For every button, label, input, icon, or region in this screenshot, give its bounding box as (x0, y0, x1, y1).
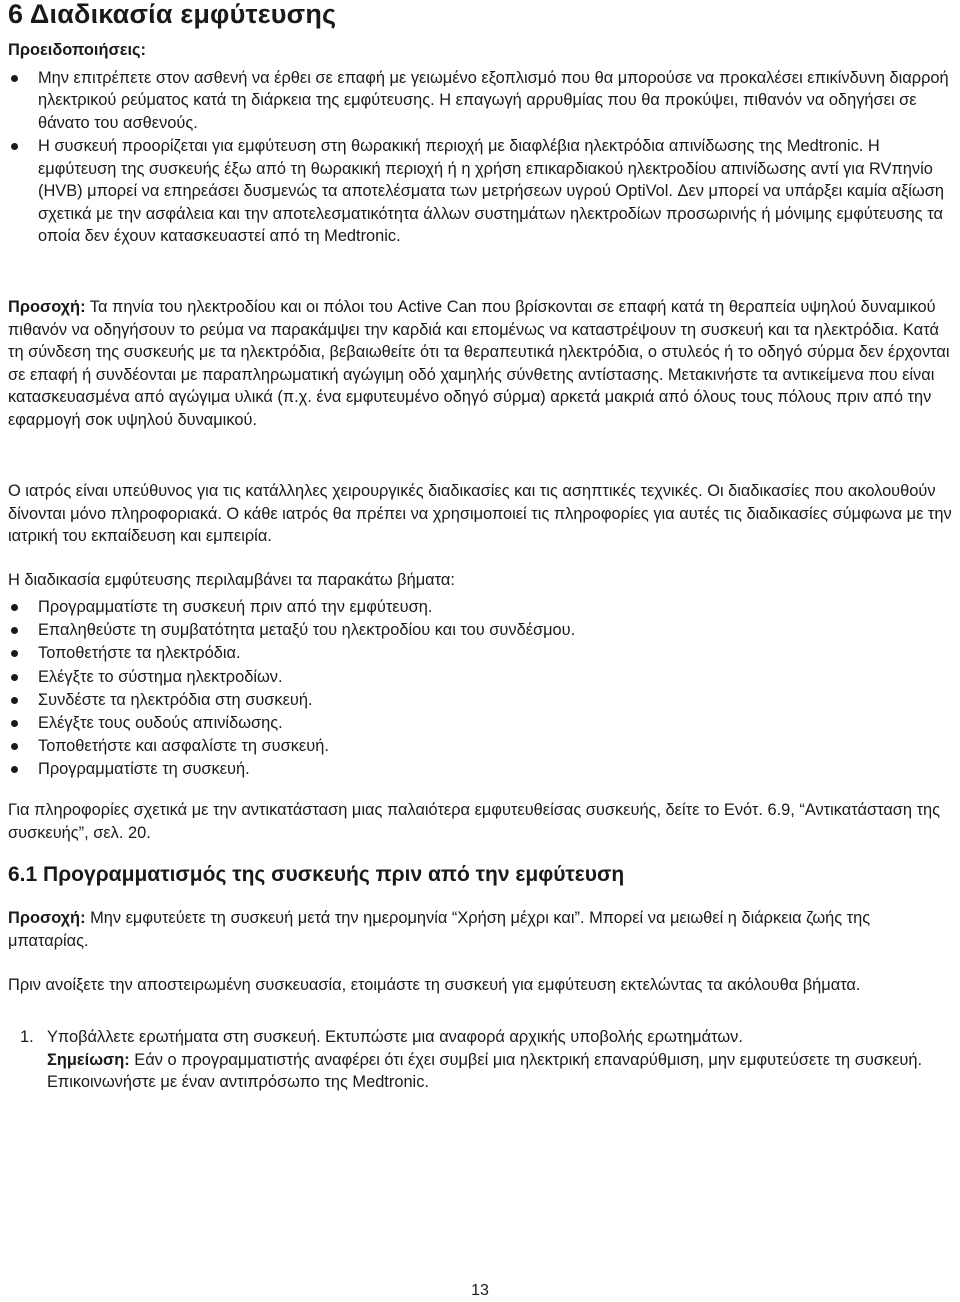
implant-steps-list (8, 596, 954, 782)
list-item: Προγραμματίστε τη συσκευή. (8, 758, 954, 781)
list-item: Τοποθετήστε τα ηλεκτρόδια. (8, 642, 954, 665)
steps-intro: Η διαδικασία εμφύτευσης περιλαμβάνει τα παρακάτω βήματα: (8, 571, 455, 589)
caution-paragraph (8, 296, 954, 431)
list-item: Συνδέστε τα ηλεκτρόδια στη συσκευή. (8, 689, 954, 712)
caution-label: Προσοχή: (8, 298, 86, 316)
caution-label: Προσοχή: (8, 909, 86, 927)
list-item: Τοποθετήστε και ασφαλίστε τη συσκευή. (8, 735, 954, 758)
step-number: 1. (20, 1028, 34, 1046)
numbered-steps (8, 1026, 954, 1094)
caution-paragraph-2 (8, 907, 954, 952)
replacement-reference: Για πληροφορίες σχετικά με την αντικατάσταση μιας παλαιότερα εμφυτευθείσας συσκευής, δείτε το Ενότ. 6.9, “Αντικατάσταση της συσκευής”, σελ. 20. (8, 801, 941, 842)
warning-item: Μην επιτρέπετε στον ασθενή να έρθει σε επαφή με γειωμένο εξοπλισμό που θα μπορούσε να προκαλέσει επικίνδυνη διαρροή ηλεκτρικού ρεύματος κατά τη διάρκεια της εμφύτευσης. Η επαγωγή αρρυθμίας που θα προκύψει, πιθανόν να οδηγήσει σε θάνατο του ασθενούς. (8, 67, 954, 135)
caution-text: Μην εμφυτεύετε τη συσκευή μετά την ημερομηνία “Χρήση μέχρι και”. Μπορεί να μειωθεί η διάρκεια ζωής της μπαταρίας. (8, 909, 871, 950)
list-item: Επαληθεύστε τη συμβατότητα μεταξύ του ηλεκτροδίου και του συνδέσμου. (8, 619, 954, 642)
caution-text: Τα πηνία του ηλεκτροδίου και οι πόλοι του Active Can που βρίσκονται σε επαφή κατά τη θεραπεία υψηλού δυναμικού πιθανόν να οδηγήσουν το ρεύμα να παρακάμψει την καρδιά και επομένως να καταστρέψουν τη συσκευή και τα ηλεκτρόδια. Κατά τη σύνδεση της συσκευής με τα ηλεκτρόδια, βεβαιωθείτε ότι τα θεραπευτικά ηλεκτρόδια, ο στυλεός ή το οδηγό σύρμα δεν έρχονται σε επαφή ή συνδέονται με παραπληρωματική αγώγιμη οδό χαμηλής σύνθετης αντίστασης. Μετακινήστε τα αντικείμενα που είναι κατασκευασμένα από αγώγιμα υλικά (π.χ. ένα εμφυτευμένο οδηγό σύρμα) αρκετά μακριά από όλους τους πόλους πριν από την εφαρμογή σοκ υψηλού δυναμικού. (8, 298, 950, 429)
step-text: Υποβάλλετε ερωτήματα στη συσκευή. Εκτυπώστε μια αναφορά αρχικής υποβολής ερωτημάτων. (47, 1028, 743, 1046)
physician-paragraph: Ο ιατρός είναι υπεύθυνος για τις κατάλληλες χειρουργικές διαδικασίες και τις ασηπτικές τεχνικές. Οι διαδικασίες που ακολουθούν δίνονται μόνο πληροφοριακά. Ο κάθε ιατρός θα πρέπει να χρησιμοποιεί τις πληροφορίες για αυτές τις διαδικασίες σύμφωνα με την ιατρική του εκπαίδευση και εμπειρία. (8, 482, 952, 545)
section-heading: 6.1 Προγραμματισμός της συσκευής πριν από την εμφύτευση (8, 863, 625, 886)
chapter-heading: 6 Διαδικασία εμφύτευσης (8, 0, 337, 29)
numbered-step (8, 1026, 954, 1094)
list-item: Ελέγξτε τους ουδούς απινίδωσης. (8, 712, 954, 735)
list-item: Προγραμματίστε τη συσκευή πριν από την εμφύτευση. (8, 596, 954, 619)
note-text: Εάν ο προγραμματιστής αναφέρει ότι έχει συμβεί μια ηλεκτρική επαναρύθμιση, μην εμφυτεύσετε τη συσκευή. Επικοινωνήστε με έναν αντιπρόσωπο της Medtronic. (47, 1050, 923, 1091)
warnings-list (8, 67, 954, 248)
note-label: Σημείωση: (47, 1050, 130, 1069)
page-number: 13 (471, 1282, 489, 1299)
warnings-block (8, 39, 954, 248)
warning-item: Η συσκευή προορίζεται για εμφύτευση στη θωρακική περιοχή με διαφλέβια ηλεκτρόδια απινίδωσης της Medtronic. Η εμφύτευση της συσκευής έξω από τη θωρακική περιοχή ή η χρήση επικαρδιακού ηλεκτροδίου απινίδωσης αντί για RVπηνίο (HVB) μπορεί να επηρεάσει δυσμενώς τα αποτελέσματα των μετρήσεων υγρού OptiVol. Δεν μπορεί να υπάρξει καμία αξίωση σχετικά με την ασφάλεια και την αποτελεσματικότητα άλλων συστημάτων ηλεκτροδίων προσωρινής ή μόνιμης εμφύτευσης τα οποία δεν έχουν κατασκευαστεί από τη Medtronic. (8, 135, 954, 248)
preparation-intro: Πριν ανοίξετε την αποστειρωμένη συσκευασία, ετοιμάστε τη συσκευή για εμφύτευση εκτελώντας τα ακόλουθα βήματα. (8, 976, 861, 994)
warnings-label: Προειδοποιήσεις: (8, 41, 147, 59)
list-item: Ελέγξτε το σύστημα ηλεκτροδίων. (8, 666, 954, 689)
